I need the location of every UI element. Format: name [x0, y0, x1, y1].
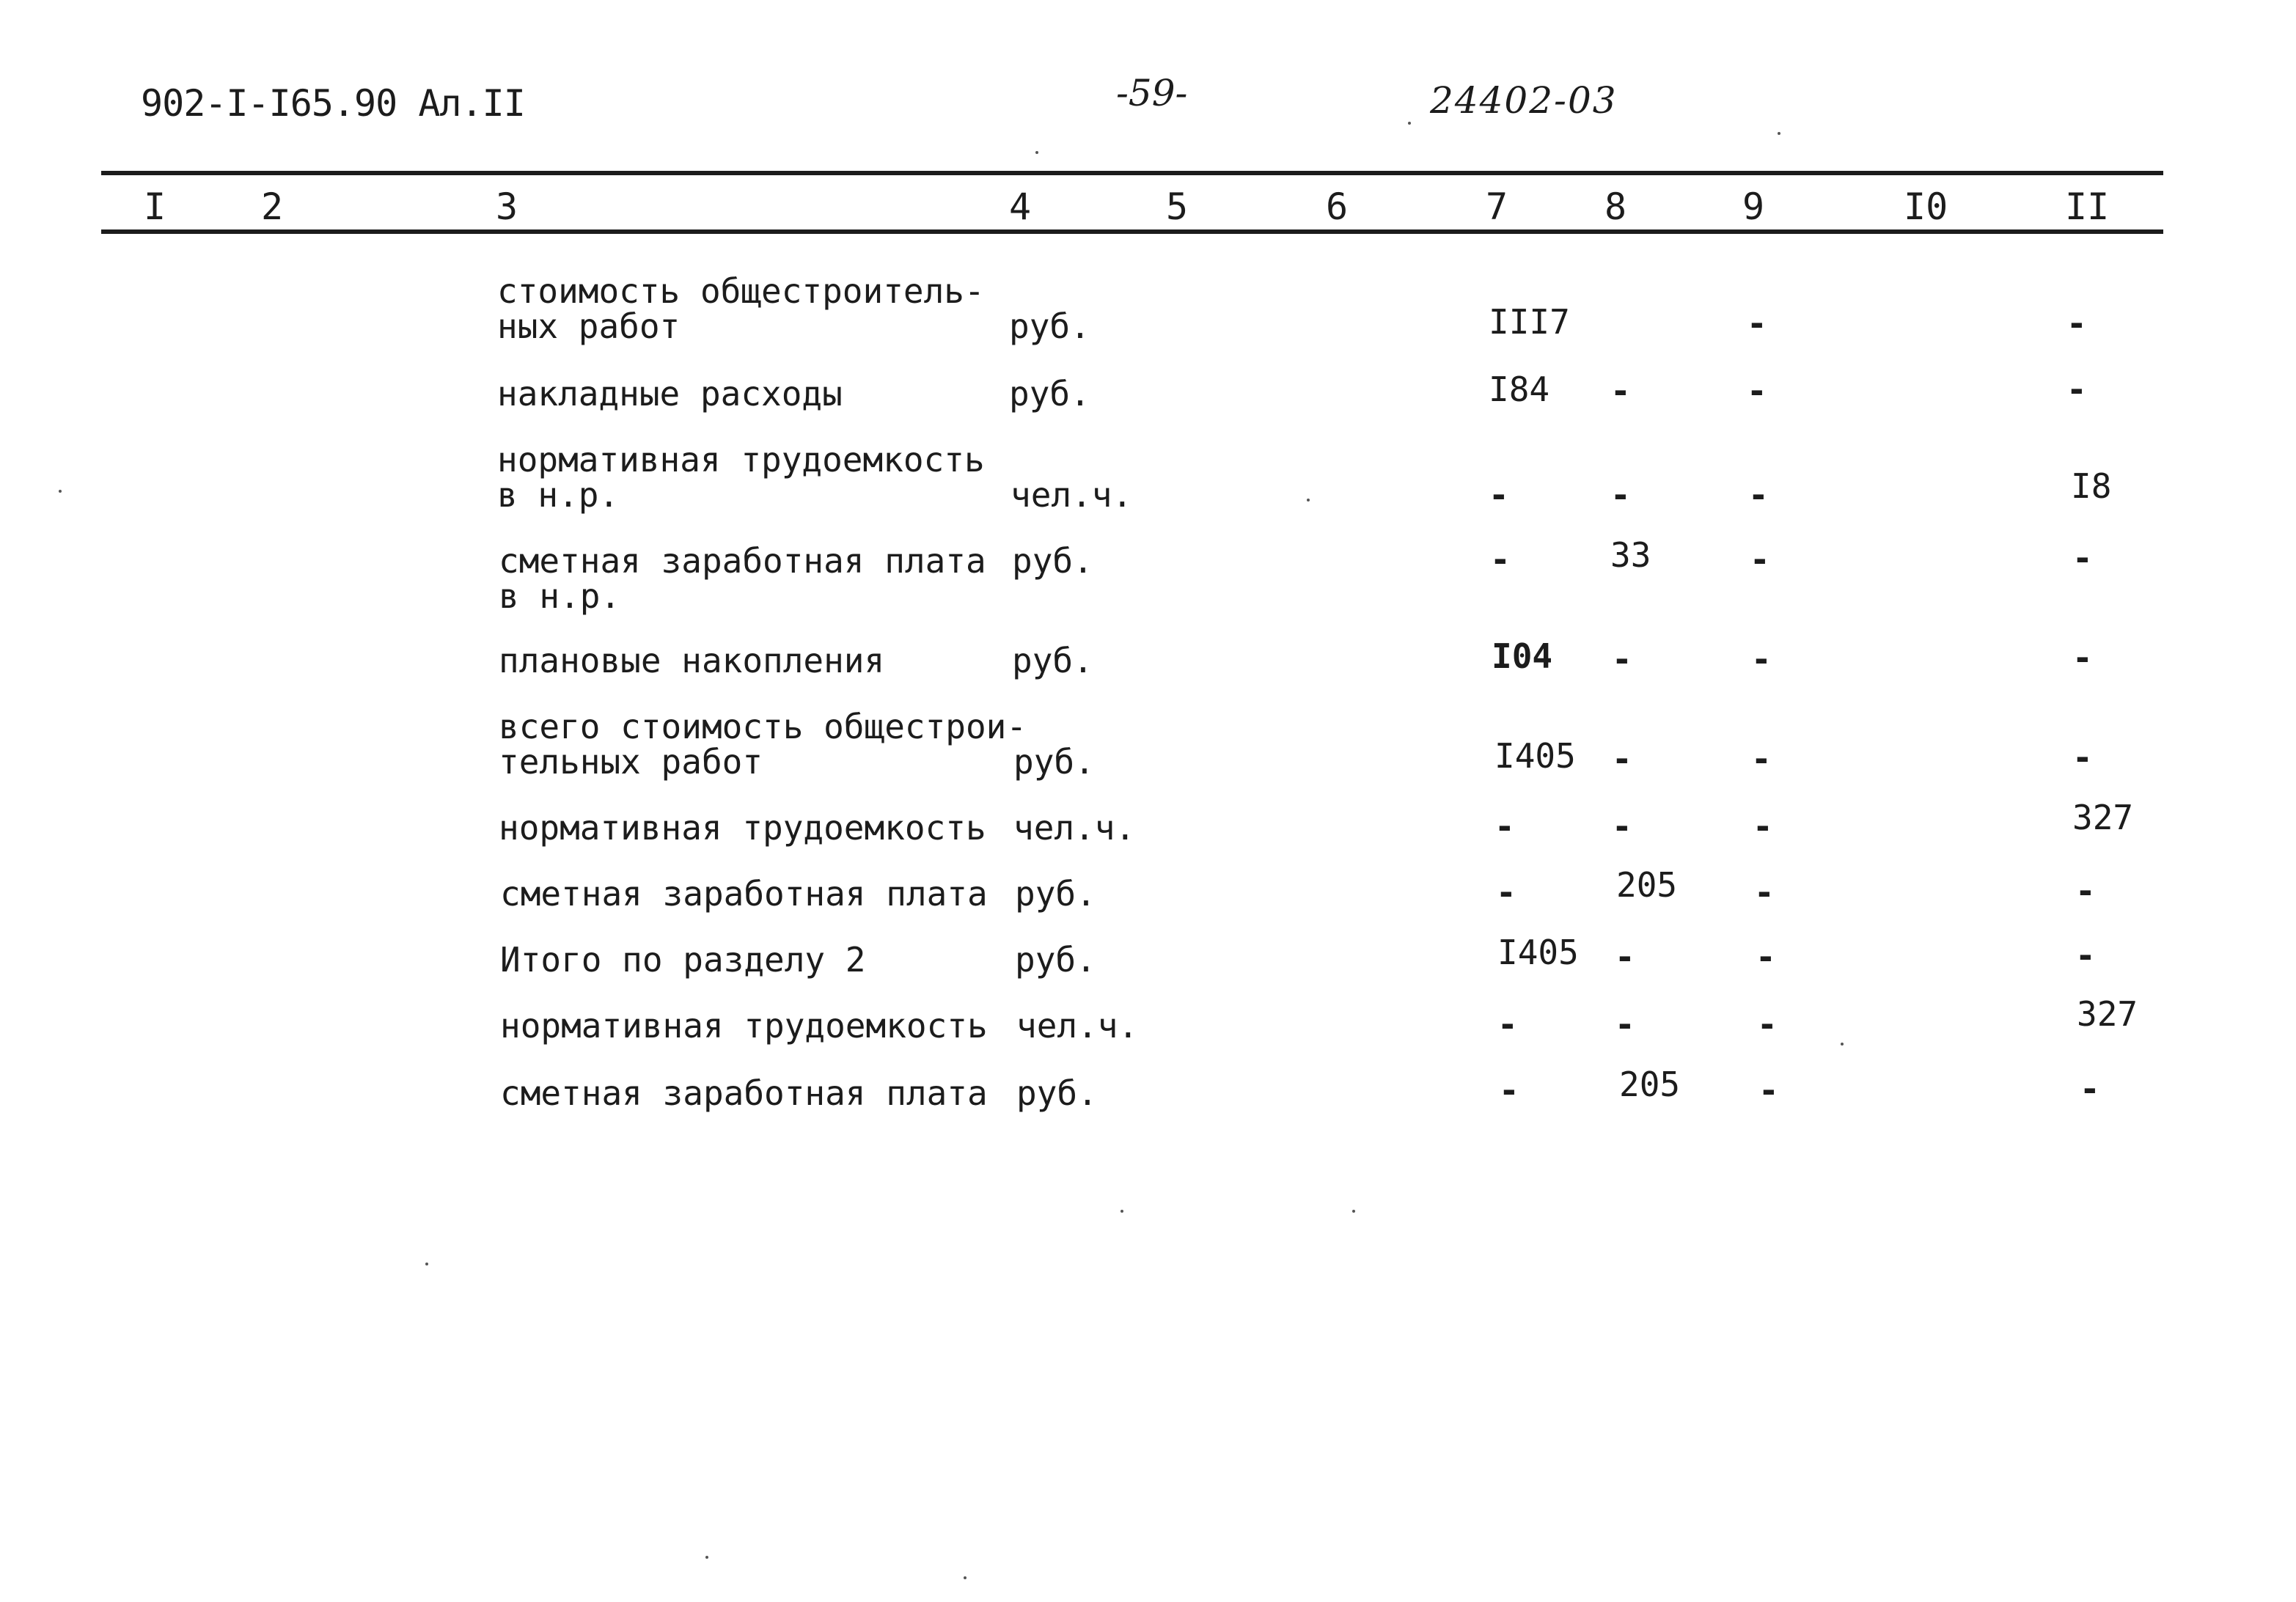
- col8-value: -: [1610, 371, 1631, 411]
- scan-speck: [425, 1263, 428, 1265]
- row-label-line: сметная заработная плата: [500, 874, 988, 914]
- row-label-line: Итого по разделу 2: [500, 940, 866, 980]
- document-code: 902-I-I65.90 Ал.II: [141, 82, 525, 125]
- scan-speck: [1408, 122, 1411, 125]
- scan-speck: [964, 1576, 967, 1579]
- unit-cell: руб.: [1012, 541, 1093, 581]
- col11-value: 327: [2077, 994, 2138, 1034]
- row-label-line: плановые накопления: [499, 641, 885, 680]
- scan-speck: [1841, 1043, 1844, 1046]
- col9-value: -: [1756, 937, 1776, 977]
- row-label-line: сметная заработная плата: [499, 541, 986, 581]
- column-header-1: I: [144, 185, 166, 228]
- scan-speck: [1121, 1210, 1123, 1213]
- unit-cell: чел.ч.: [1013, 808, 1136, 848]
- scan-speck: [705, 1556, 708, 1559]
- column-header-8: 8: [1604, 185, 1627, 228]
- column-header-2: 2: [261, 185, 284, 228]
- column-header-6: 6: [1326, 185, 1349, 228]
- scan-speck: [59, 490, 62, 493]
- col11-value: -: [2080, 1069, 2100, 1109]
- col7-value: -: [1496, 872, 1516, 912]
- column-header-5: 5: [1166, 185, 1189, 228]
- col11-value: -: [2072, 538, 2093, 578]
- unit-cell: руб.: [1009, 306, 1090, 346]
- row-label-line: тельных работ: [499, 742, 763, 782]
- scan-speck: [1778, 132, 1780, 135]
- unit-cell: руб.: [1013, 742, 1095, 782]
- col8-value: -: [1612, 639, 1632, 679]
- col9-value: -: [1750, 540, 1770, 579]
- col11-value: -: [2075, 871, 2096, 911]
- row-label-line: сметная заработная плата: [500, 1073, 988, 1113]
- table-header-rule: [101, 229, 2163, 234]
- column-header-4: 4: [1009, 185, 1032, 228]
- col8-value: 33: [1610, 535, 1651, 575]
- row-label-line: нормативная трудоемкость: [497, 440, 985, 480]
- col8-value: 205: [1616, 865, 1678, 905]
- unit-cell: руб.: [1009, 374, 1090, 414]
- col9-value: -: [1747, 371, 1767, 411]
- row-label-line: всего стоимость общестрои-: [499, 707, 1027, 746]
- col11-value: -: [2072, 638, 2093, 677]
- col9-value: -: [1753, 806, 1773, 846]
- col8-value: -: [1615, 937, 1635, 977]
- unit-cell: чел.ч.: [1011, 475, 1133, 515]
- col9-value: -: [1747, 304, 1767, 343]
- col7-value: III7: [1489, 302, 1570, 342]
- row-label-line: накладные расходы: [497, 374, 843, 414]
- col9-value: -: [1751, 639, 1772, 679]
- scan-speck: [1307, 499, 1310, 501]
- unit-cell: руб.: [1015, 874, 1096, 914]
- col11-value: 327: [2072, 798, 2134, 837]
- col8-value: -: [1612, 806, 1632, 846]
- unit-cell: чел.ч.: [1016, 1006, 1139, 1046]
- unit-cell: руб.: [1016, 1073, 1098, 1113]
- col11-value: -: [2066, 370, 2087, 409]
- col11-value: -: [2075, 936, 2096, 975]
- column-header-7: 7: [1486, 185, 1508, 228]
- column-header-9: 9: [1742, 185, 1765, 228]
- table-top-rule: [101, 171, 2163, 175]
- col8-value: -: [1610, 475, 1631, 515]
- col11-value: I8: [2071, 466, 2112, 506]
- row-label-line: нормативная трудоемкость: [499, 808, 986, 848]
- col7-value: I405: [1494, 736, 1576, 776]
- col7-value: I84: [1489, 370, 1550, 409]
- col7-value: -: [1494, 806, 1515, 846]
- col8-value: -: [1615, 1004, 1635, 1044]
- row-label-line: нормативная трудоемкость: [500, 1006, 988, 1046]
- col9-value: -: [1748, 475, 1769, 515]
- unit-cell: руб.: [1012, 641, 1093, 680]
- handwritten-archive-number: 24402-03: [1430, 79, 1618, 122]
- col9-value: -: [1757, 1004, 1778, 1044]
- col9-value: -: [1758, 1070, 1779, 1110]
- scan-speck: [1035, 151, 1038, 154]
- col8-value: 205: [1619, 1065, 1681, 1104]
- column-header-3: 3: [496, 185, 518, 228]
- col7-value: -: [1490, 540, 1511, 579]
- column-header-10: I0: [1904, 185, 1948, 228]
- col8-value: -: [1612, 739, 1632, 779]
- page-number: -59-: [1116, 72, 1188, 114]
- col7-value: -: [1499, 1070, 1519, 1110]
- column-header-11: II: [2065, 185, 2110, 228]
- row-label-line: в н.р.: [497, 475, 620, 515]
- col11-value: -: [2072, 738, 2093, 777]
- row-label-line: в н.р.: [499, 576, 621, 616]
- col7-value: I405: [1497, 933, 1579, 972]
- col9-value: -: [1754, 872, 1775, 912]
- row-label-line: стоимость общестроитель-: [497, 271, 985, 311]
- col9-value: -: [1751, 739, 1772, 779]
- col7-value: I04: [1492, 636, 1553, 676]
- col7-value: -: [1497, 1004, 1518, 1044]
- col7-value: -: [1489, 475, 1509, 515]
- unit-cell: руб.: [1015, 940, 1096, 980]
- scan-speck: [1352, 1210, 1355, 1213]
- col11-value: -: [2066, 304, 2087, 343]
- row-label-line: ных работ: [497, 306, 681, 346]
